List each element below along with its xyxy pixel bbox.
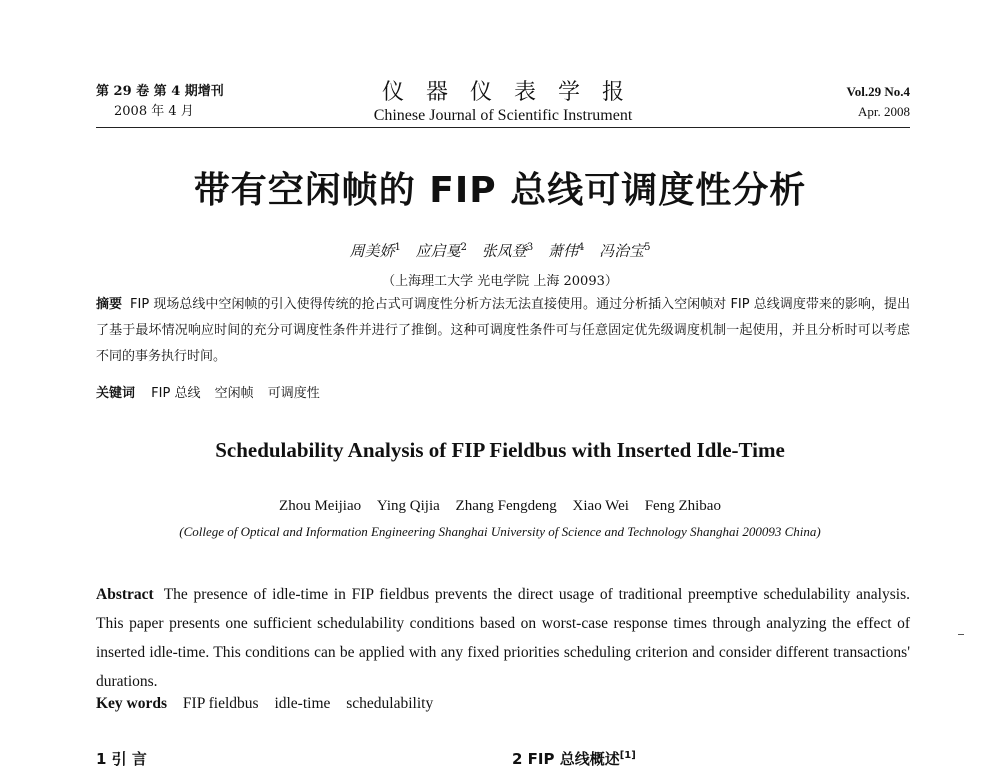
keyword-cn: 可调度性 [267,386,320,401]
journal-name-cn: 仪器仪表学报 [381,80,646,105]
keyword-cn: FIP 总线 [151,386,201,401]
section-heading-fip-overview: 2 FIP 总线概述[1] [512,750,636,768]
keyword-cn: 空闲帧 [214,386,254,401]
keyword-en: idle-time [274,695,331,712]
keywords-en-label: Key words [96,695,168,712]
journal-header [96,82,910,126]
header-center [96,80,910,126]
abstract-en [96,580,910,696]
abstract-cn-text: FIP 现场总线中空闲帧的引入使得传统的抢占式可调度性分析方法无法直接使用。通过分析插入空闲帧对 FIP 总线调度带来的影响，提出了基于最坏情况响应时间的充分可调度性条件并进行了推倒。这种可调度性条件可与任意固定优先级调度机制一起使用，并且分析时可以考虑不同的事务执行时间。 [96,297,910,364]
keyword-en: schedulability [346,695,434,712]
header-rule [96,127,910,128]
author-cn: 冯治宝$^5$ [599,242,651,260]
author-en: Zhou Meijiao [279,498,362,514]
author-en: Xiao Wei [572,498,629,514]
section-heading-introduction: 1 引 言 [96,750,147,768]
paper-title-en: Schedulability Analysis of FIP Fieldbus with Inserted Idle-Time [215,438,785,462]
publication-date-cn: 2008 年 4 月 [114,104,194,119]
authors-en [0,498,1000,515]
author-cn: 周美娇$^1$ [349,242,401,260]
author-en: Zhang Fengdeng [455,498,557,514]
author-cn: 应启戛$^2$ [415,242,468,260]
authors-cn [0,240,1000,261]
keywords-en [96,695,910,713]
keyword-en: FIP fieldbus [182,695,259,712]
author-en: Ying Qijia [376,498,440,514]
abstract-en-text: The presence of idle-time in FIP fieldbus prevents the direct usage of traditional preemptive schedulability analysis. This paper presents one sufficient schedulability conditions based on worst-case response times through analyzing the effect of inserted idle-time. This conditions can be applied with any fixed priorities scheduling criterion and consider different transactions' durations. [96,586,910,690]
author-en: Feng Zhibao [644,498,721,514]
abstract-en-label: Abstract [96,586,154,603]
publication-date-en: Apr. 2008 [858,104,910,119]
abstract-cn [96,292,910,370]
journal-name-en: Chinese Journal of Scientific Instrument [373,107,633,124]
author-cn: 萧伟$^4$ [547,242,585,260]
header-right [847,82,910,122]
keywords-cn [96,382,910,401]
abstract-cn-label: 摘要 [96,297,123,312]
volume-en: Vol.29 No.4 [846,84,910,99]
affiliation-cn: （上海理工大学 光电学院 上海 20093） [382,274,618,289]
keywords-cn-label: 关键词 [96,386,136,401]
margin-mark [958,634,964,635]
affiliation-en: (College of Optical and Information Engineering Shanghai University of Science and Technology Shanghai 200093 China) [179,524,821,539]
volume-issue: 第 29 卷 第 4 期增刊 [96,84,224,99]
author-cn: 张凤登$^3$ [481,242,534,260]
paper-title-cn: 带有空闲帧的 FIP 总线可调度性分析 [193,170,807,211]
